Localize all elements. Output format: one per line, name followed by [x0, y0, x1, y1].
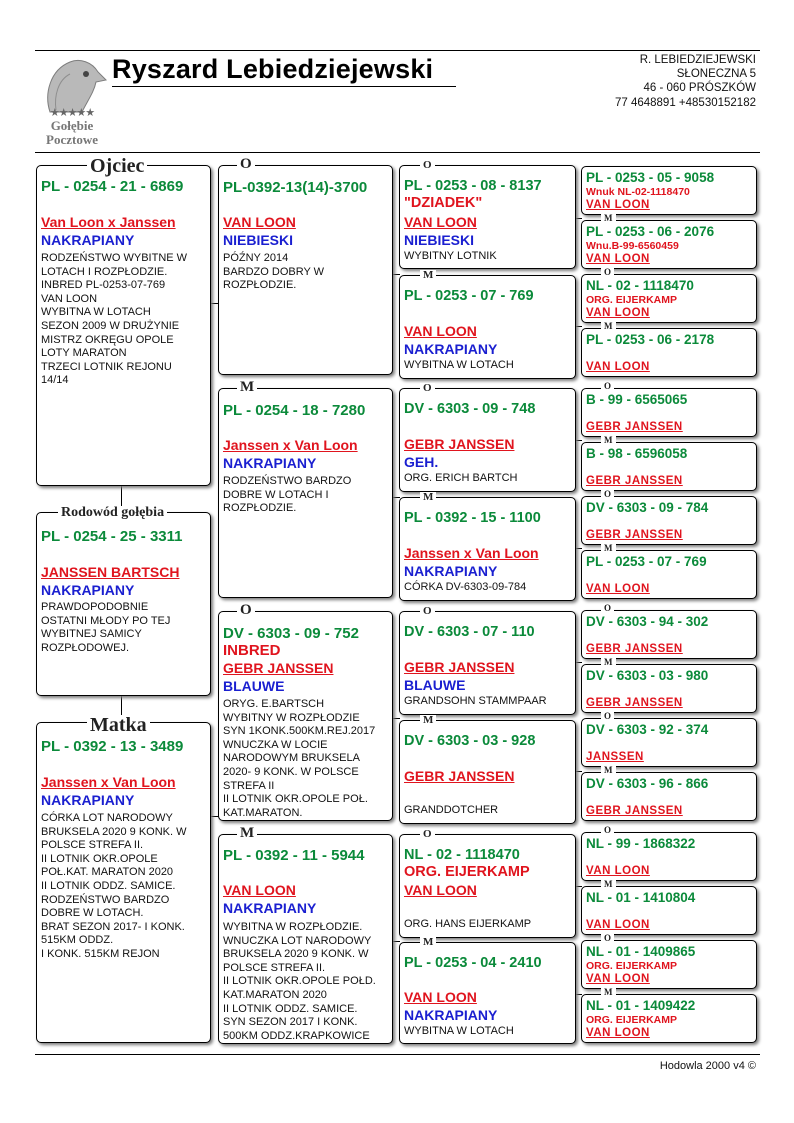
pigeon-ring-number: PL - 0254 - 25 - 3311: [41, 528, 183, 545]
breeding-line: VAN LOON: [586, 583, 650, 595]
address-line: R. LEBIEDZIEJEWSKI: [639, 54, 756, 66]
breeding-line: VAN LOON: [404, 882, 477, 898]
notes: ORG. ERICH BARTCH: [404, 472, 518, 484]
origin: ORG. EIJERKAMP: [404, 864, 530, 880]
breeding-line: VAN LOON: [404, 989, 477, 1005]
gen3-card[interactable]: [399, 497, 576, 601]
ring-number: DV - 6303 - 96 - 866: [586, 776, 709, 791]
ring-number: PL - 0253 - 04 - 2410: [404, 955, 542, 971]
notes: ORG. HANS EIJERKAMP: [404, 918, 532, 930]
sex-label: M: [601, 214, 616, 223]
notes: WYBITNA W ROZPŁODZIE. WNUCZKA LOT NARODOWY BRUKSELA 2020 9 KONK. W POLSCE STREFA II. II LOTNIK OKR.OPOLE POŁD. KAT.MARATON 2020 II LOTNIK ODDZ. SAMICE. SYN SEZON 2017 I KONK. 500KM ODDZ.KRAPKOWICE: [223, 921, 376, 1042]
gen4-card[interactable]: [581, 832, 757, 881]
notes: ORYG. E.BARTSCH WYBITNY W ROZPŁODZIE SYN 1KONK.500KM.REJ.2017 WNUCZKA W LOCIE NARODOWYM BRUKSELA 2020- 9 KONK. W POLSCE STREFA II II LOTNIK OKR.OPOLE POŁ. KAT.MARATON.: [223, 698, 376, 819]
gen4-card[interactable]: [581, 940, 757, 989]
ring-number: DV - 6303 - 94 - 302: [586, 614, 709, 629]
mother-color: NAKRAPIANY: [41, 792, 135, 808]
ring-number: PL - 0253 - 07 - 769: [586, 554, 707, 569]
gen4-card[interactable]: [581, 442, 757, 491]
breeding-line: GEBR JANSSEN: [586, 805, 683, 817]
gen2-card[interactable]: [218, 165, 393, 375]
nickname: "DZIADEK": [404, 195, 483, 211]
gen3-card[interactable]: [399, 275, 576, 379]
sex-label: M: [601, 766, 616, 775]
pigeon-notes: PRAWDOPODOBNIE OSTATNI MŁODY PO TEJ WYBITNEJ SAMICY ROZPŁODOWEJ.: [41, 601, 171, 654]
color: NIEBIESKI: [223, 232, 294, 248]
gen2-card[interactable]: [218, 611, 393, 821]
gen3-card[interactable]: [399, 611, 576, 715]
color: NAKRAPIANY: [404, 341, 498, 357]
sex-label: O: [420, 606, 435, 617]
breeding-line: GEBR JANSSEN: [404, 659, 515, 675]
gen4-card[interactable]: [581, 220, 757, 269]
ring-number: PL - 0253 - 08 - 8137: [404, 178, 542, 194]
ring-number: NL - 02 - 1118470: [404, 847, 520, 863]
color: BLAUWE: [223, 678, 285, 694]
sex-label: O: [420, 383, 435, 394]
address-line: 46 - 060 PRÓSZKÓW: [643, 82, 756, 95]
ring-number: PL - 0254 - 18 - 7280: [223, 402, 366, 419]
ring-number: DV - 6303 - 92 - 374: [586, 722, 709, 737]
mother-line: Janssen x Van Loon: [41, 774, 176, 790]
father-ring-number: PL - 0254 - 21 - 6869: [41, 178, 184, 195]
logo-text-line2: Pocztowe: [46, 132, 98, 147]
sex-label: O: [601, 268, 614, 277]
color: BLAUWE: [404, 677, 466, 693]
pigeon-color: NAKRAPIANY: [41, 582, 135, 598]
mother-notes: CÓRKA LOT NARODOWY BRUKSELA 2020 9 KONK. W POLSCE STREFA II. II LOTNIK OKR.OPOLE POŁ.KAT. MARATON 2020 II LOTNIK ODDZ. SAMICE. RODZEŃSTWO BARDZO DOBRE W LOTACH. BRAT SEZON 2017- I KONK. 515KM ODDZ. I KONK. 515KM REJON: [41, 812, 187, 960]
gen4-card[interactable]: [581, 550, 757, 599]
breeding-line: VAN LOON: [223, 214, 296, 230]
logo: [36, 54, 108, 148]
breeder-name: Ryszard Lebiedziejewski: [112, 54, 434, 84]
breeding-line: GEBR JANSSEN: [586, 475, 683, 487]
sex-label: M: [601, 322, 616, 331]
ring-number: NL - 01 - 1410804: [586, 890, 696, 905]
notes: WYBITNA W LOTACH: [404, 1025, 514, 1037]
inbred-mark: INBRED: [223, 642, 281, 659]
pigeon-head-icon: [36, 54, 108, 114]
gen3-card[interactable]: [399, 834, 576, 938]
ring-number: PL - 0253 - 06 - 2076: [586, 224, 715, 239]
gen4-card[interactable]: [581, 772, 757, 821]
breeding-line: VAN LOON: [223, 882, 296, 898]
sex-label: M: [237, 826, 257, 841]
ring-number: PL - 0392 - 15 - 1100: [404, 510, 541, 526]
gen4-card[interactable]: [581, 388, 757, 437]
gen4-card[interactable]: [581, 994, 757, 1043]
sex-label: M: [601, 544, 616, 553]
gen4-card[interactable]: [581, 664, 757, 713]
mother-card[interactable]: [36, 722, 211, 1043]
ring-number: PL - 0253 - 06 - 2178: [586, 332, 715, 347]
breeding-line: GEBR JANSSEN: [586, 529, 683, 541]
ring-number: PL - 0392 - 11 - 5944: [223, 847, 365, 864]
origin-note: Wnu.B-99-6560459: [586, 240, 679, 252]
ring-number: DV - 6303 - 09 - 784: [586, 500, 709, 515]
sex-label: M: [420, 492, 436, 503]
ring-number: NL - 99 - 1868322: [586, 836, 696, 851]
sex-label: O: [601, 826, 614, 835]
breeding-line: GEBR JANSSEN: [404, 436, 515, 452]
breeding-line: VAN LOON: [586, 1027, 650, 1039]
sex-label: O: [601, 604, 614, 613]
breeding-line: VAN LOON: [586, 253, 650, 265]
breeding-line: VAN LOON: [586, 361, 650, 373]
color: NAKRAPIANY: [404, 563, 498, 579]
breeding-line: VAN LOON: [586, 919, 650, 931]
mother-ring-number: PL - 0392 - 13 - 3489: [41, 738, 184, 755]
notes: GRANDSOHN STAMMPAAR: [404, 695, 547, 707]
breeding-line: VAN LOON: [404, 214, 477, 230]
breeding-line: GEBR JANSSEN: [404, 768, 515, 784]
color: NAKRAPIANY: [223, 455, 317, 471]
color: NIEBIESKI: [404, 232, 475, 248]
sex-label: O: [601, 490, 614, 499]
sex-label: O: [601, 712, 614, 721]
color: NAKRAPIANY: [404, 1007, 498, 1023]
sex-label: O: [601, 934, 614, 943]
ring-number: DV - 6303 - 03 - 980: [586, 668, 709, 683]
gen3-card[interactable]: [399, 720, 576, 824]
color: NAKRAPIANY: [223, 900, 317, 916]
logo-text-line1: Gołębie: [50, 118, 94, 133]
origin-note: ORG. EIJERKAMP: [586, 1014, 678, 1026]
gen4-card[interactable]: [581, 496, 757, 545]
ring-number: PL-0392-13(14)-3700: [223, 179, 368, 196]
address-line: 77 4648891 +48530152182: [614, 96, 756, 109]
sex-label: O: [237, 603, 255, 618]
sex-label: O: [420, 160, 435, 171]
breeding-line: JANSSEN: [586, 751, 644, 763]
notes: CÓRKA DV-6303-09-784: [404, 581, 527, 593]
gen4-card[interactable]: [581, 610, 757, 659]
breeding-line: VAN LOON: [586, 199, 650, 211]
sex-label: M: [601, 988, 616, 997]
notes: WYBITNY LOTNIK: [404, 250, 497, 262]
sex-label: M: [601, 658, 616, 667]
gen2-card[interactable]: [218, 388, 393, 598]
sex-label: M: [420, 937, 436, 948]
sex-label: M: [420, 715, 436, 726]
sex-label: O: [601, 382, 614, 391]
color: GEH.: [404, 454, 439, 470]
gen4-card[interactable]: [581, 886, 757, 935]
father-card[interactable]: [36, 165, 211, 486]
breeding-line: VAN LOON: [586, 307, 650, 319]
breeding-line: Janssen x Van Loon: [223, 437, 358, 453]
father-notes: RODZEŃSTWO WYBITNE W LOTACH I ROZPŁODZIE. INBRED PL-0253-07-769 VAN LOON WYBITNA W LOTACH SEZON 2009 W DRUŻYNIE MISTRZ OKRĘGU OPOLE LOTY MARATON TRZECI LOTNIK REJONU 14/14: [41, 252, 188, 387]
pigeon-label: Rodowód gołębia: [58, 506, 167, 520]
sex-label: M: [601, 880, 616, 889]
notes: RODZEŃSTWO BARDZO DOBRE W LOTACH I ROZPŁODZIE.: [223, 475, 352, 515]
sex-label: M: [601, 436, 616, 445]
gen3-card[interactable]: [399, 165, 576, 269]
origin-note: Wnuk NL-02-1118470: [586, 186, 690, 198]
father-label: Ojciec: [87, 156, 147, 176]
address-block: [615, 53, 756, 110]
notes: WYBITNA W LOTACH: [404, 359, 514, 371]
footer-text: Hodowla 2000 v4 ©: [659, 1060, 756, 1072]
gen3-card[interactable]: [399, 942, 576, 1044]
breeding-line: VAN LOON: [586, 973, 650, 985]
breeding-line: GEBR JANSSEN: [586, 643, 683, 655]
breeding-line: VAN LOON: [404, 323, 477, 339]
father-color: NAKRAPIANY: [41, 232, 135, 248]
mother-label: Matka: [87, 715, 150, 735]
pigeon-line: JANSSEN BARTSCH: [41, 564, 180, 580]
ring-number: NL - 01 - 1409865: [586, 944, 696, 959]
sex-label: O: [237, 157, 255, 172]
ring-number: NL - 02 - 1118470: [586, 278, 694, 293]
ring-number: PL - 0253 - 05 - 9058: [586, 170, 715, 185]
ring-number: B - 98 - 6596058: [586, 446, 688, 461]
ring-number: DV - 6303 - 09 - 752: [223, 625, 359, 642]
breeding-line: GEBR JANSSEN: [586, 421, 683, 433]
father-line: Van Loon x Janssen: [41, 214, 176, 230]
sex-label: M: [420, 270, 436, 281]
gen3-card[interactable]: [399, 388, 576, 492]
gen4-card[interactable]: [581, 274, 757, 323]
ring-number: B - 99 - 6565065: [586, 392, 688, 407]
notes: PÓŹNY 2014 BARDZO DOBRY W ROZPŁODZIE.: [223, 252, 325, 292]
logo-stars: ★★★★★: [49, 107, 95, 119]
gen4-card[interactable]: [581, 328, 757, 377]
origin-note: ORG. EIJERKAMP: [586, 960, 678, 972]
sex-label: O: [420, 829, 435, 840]
gen4-card[interactable]: [581, 718, 757, 767]
notes: GRANDDOTCHER: [404, 804, 499, 816]
address-line: SŁONECZNA 5: [676, 68, 756, 81]
ring-number: PL - 0253 - 07 - 769: [404, 288, 534, 304]
breeding-line: GEBR JANSSEN: [586, 697, 683, 709]
ring-number: DV - 6303 - 09 - 748: [404, 401, 536, 417]
ring-number: DV - 6303 - 03 - 928: [404, 733, 536, 749]
pigeon-card[interactable]: [36, 512, 211, 696]
origin-note: ORG. EIJERKAMP: [586, 294, 678, 306]
ring-number: NL - 01 - 1409422: [586, 998, 696, 1013]
breeding-line: Janssen x Van Loon: [404, 545, 539, 561]
sex-label: M: [237, 380, 257, 395]
breeding-line: VAN LOON: [586, 865, 650, 877]
ring-number: DV - 6303 - 07 - 110: [404, 624, 535, 640]
gen2-card[interactable]: [218, 834, 393, 1044]
breeding-line: GEBR JANSSEN: [223, 660, 334, 676]
gen4-card[interactable]: [581, 166, 757, 215]
